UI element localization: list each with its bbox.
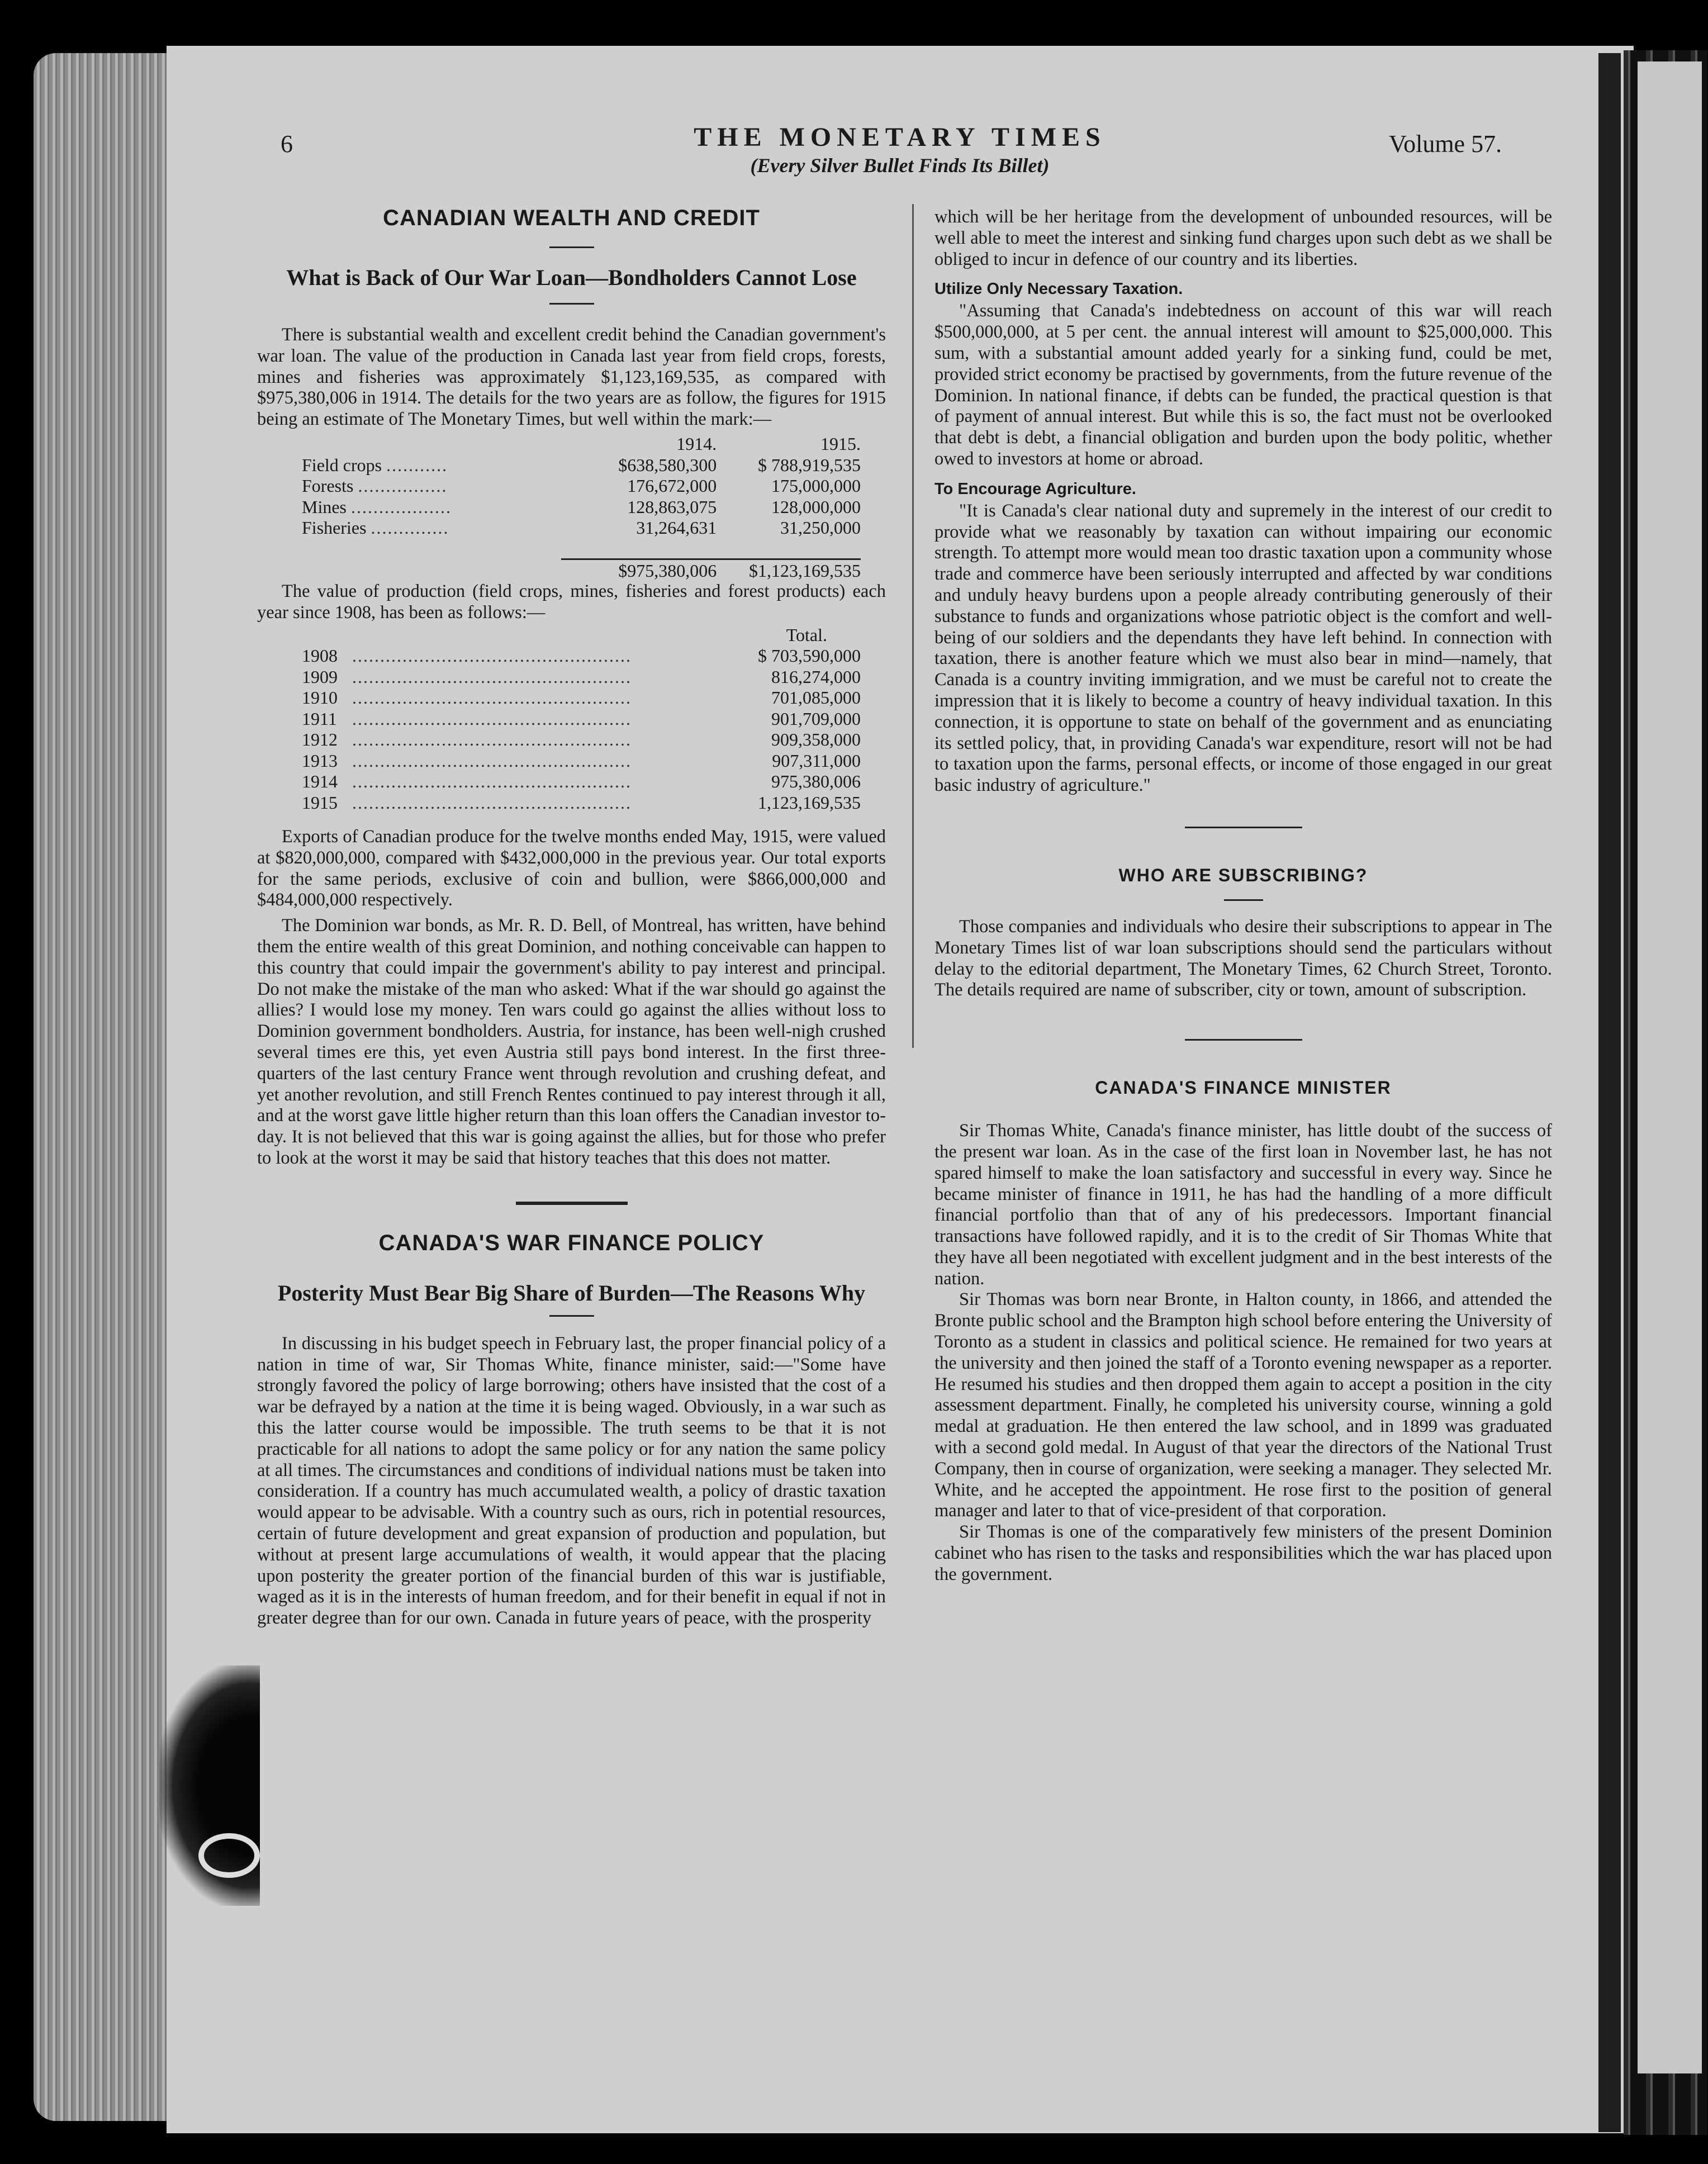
page-number: 6 bbox=[281, 130, 293, 158]
article2-para1-continued: which will be her heritage from the development of unbounded resources, will be well able to meet the interest and sinking fund charges upon such debt as we shall be obliged to incur in defence of our country and its liberties. bbox=[934, 207, 1552, 269]
article1-subtitle: What is Back of Our War Loan—Bondholders Cannot Lose bbox=[286, 265, 857, 290]
article2-title: CANADA'S WAR FINANCE POLICY bbox=[378, 1230, 765, 1255]
magazine-motto: (Every Silver Bullet Finds Its Billet) bbox=[750, 154, 1050, 177]
table-row: 1909 .................................................. 816,274,000 bbox=[302, 666, 861, 687]
section-divider bbox=[1185, 1039, 1302, 1041]
table-row: 1915 .................................................. 1,123,169,535 bbox=[302, 792, 861, 813]
right-column bbox=[934, 207, 1552, 1586]
production-by-year-table: Total. 1908 .................................................. $ 703,590,000 1909 .................................................. 816,274,000 1910 .................................................. 701,085,000 1911 .................................................. 901,709,000 1912 .................................................. 909,358,000 1913 .................................................. 907,311,000 1914 .................................................. 975,380,006 1915 .................................................. 1,123,169,535 bbox=[302, 624, 861, 813]
table-row: 1911 .................................................. 901,709,000 bbox=[302, 708, 861, 729]
article4-para2: Sir Thomas was born near Bronte, in Halton county, in 1866, and attended the Bronte public school and the Brampton high school before entering the University of Toronto as a student in classics and political science. He remained for two years at the university and then joined the staff of a Toronto evening newspaper as a reporter. He resumed his studies and then dropped them again to accept a position in the city assessment department. Finally, he completed his university course, winning a gold medal at graduation. He then entered the law school, and in 1899 was graduated with a second gold medal. In August of that year the directors of the National Trust Company, then in course of organization, were seeking a manager. They selected Mr. White, and he accepted the appointment. He rose first to the position of general manager and later to that of vice-president of that corporation. bbox=[934, 1289, 1552, 1521]
book-page-edges bbox=[34, 53, 168, 2121]
table-row: 1913 .................................................. 907,311,000 bbox=[302, 750, 861, 771]
rule bbox=[549, 1315, 594, 1317]
article1-intro: There is substantial wealth and excellent credit behind the Canadian government's war loan. The value of the production in Canada last year from field crops, forests, mines and fisheries was approximately $1,123,169,535, as compared with $975,380,006 in 1914. The details for the two years are as follow, the figures for 1915 being an estimate of The Monetary Times, but well within the mark:— bbox=[257, 325, 886, 430]
article3-para1: Those companies and individuals who desire their subscriptions to appear in The Monetary Times list of war loan subscriptions should send the particulars without delay to the editorial department, The Monetary Times, 62 Church Street, Toronto. The details required are name of subscriber, city or town, amount of subscription. bbox=[934, 916, 1552, 1000]
book-gutter bbox=[1598, 53, 1621, 2132]
next-page-sliver bbox=[1638, 61, 1702, 2073]
article3-title: WHO ARE SUBSCRIBING? bbox=[1118, 865, 1368, 885]
binding-clip-ring bbox=[198, 1833, 260, 1878]
col-1914-header: 1914. bbox=[676, 434, 717, 454]
rule bbox=[549, 303, 594, 305]
table-row: Field crops ........... $638,580,300 $ 788,919,535 bbox=[302, 454, 861, 475]
table-row: 1914 .................................................. 975,380,006 bbox=[302, 771, 861, 792]
article4-title: CANADA'S FINANCE MINISTER bbox=[1095, 1078, 1392, 1098]
col-1915-header: 1915. bbox=[820, 434, 861, 454]
article4-para1: Sir Thomas White, Canada's finance minister, has little doubt of the success of the present war loan. As in the case of the first loan in November last, he has not spared himself to make the loan satisfactory and successful in every way. Since he became minister of finance in 1911, he has had the handling of a more difficult financial portfolio than that of any of his predecessors. Important financial transactions have followed rapidly, and it is to the credit of Sir Thomas White that they have all been negotiated with excellent judgment and in the best interests of the nation. bbox=[934, 1121, 1552, 1289]
article1-title: CANADIAN WEALTH AND CREDIT bbox=[383, 206, 760, 230]
subhead-taxation: Utilize Only Necessary Taxation. bbox=[934, 280, 1183, 298]
article1-para3: Exports of Canadian produce for the twelve months ended May, 1915, were valued at $820,000,000, compared with $432,000,000 in the previous year. Our total exports for the same periods, exclusive of coin and bullion, were $866,000,000 and $484,000,000 respectively. bbox=[257, 827, 886, 910]
table-row: Fisheries .............. 31,264,631 31,250,000 bbox=[302, 518, 861, 538]
rule bbox=[549, 246, 594, 248]
table-row: 1910 .................................................. 701,085,000 bbox=[302, 687, 861, 708]
article2-para2: "Assuming that Canada's indebtedness on account of this war will reach $500,000,000, at 5 per cent. the annual interest will amount to $25,000,000. This sum, with a substantial amount added yearly for a sinking fund, could be met, provided strict economy be practised by governments, from the future revenue of the Dominion. In national finance, if debts can be funded, the practical question is that of payment of annual interest. But while this is so, the fact must not be overlooked that debt is debt, a financial obligation and burden upon the body politic, whether owed to investors at home or abroad. bbox=[934, 301, 1552, 469]
article2-para3: "It is Canada's clear national duty and supremely in the interest of our credit to provide what we reasonably by taxation can without impairing our economic strength. To attempt more would mean too drastic taxation upon a community whose trade and commerce have been seriously interrupted and affected by war conditions and unduly heavy burdens upon a people already contributing generously of their substance to funds and organizations whose patriotic object is the comfort and well-being of our soldiers and the dependants they have left behind. In connection with taxation, there is another feature which we must also bear in mind—namely, that Canada is a country inviting immigration, and we must be careful not to create the impression that it is likely to become a country of heavy individual taxation. In this connection, it is opportune to state on behalf of the government and as enunciating its settled policy, that, in providing Canada's war expenditure, resort will not be had to taxation upon the farms, personal effects, or income of those engaged in our great basic industry of agriculture." bbox=[934, 500, 1552, 796]
table-row: 1908 .................................................. $ 703,590,000 bbox=[302, 646, 861, 666]
section-divider bbox=[1185, 827, 1302, 828]
table-row: 1912 .................................................. 909,358,000 bbox=[302, 729, 861, 750]
article2-para1: In discussing in his budget speech in February last, the proper financial policy of a nation in time of war, Sir Thomas White, finance minister, said:—"Some have strongly favored the policy of large borrowing; others have insisted that the cost of a war be defrayed by a nation at the time it is being waged. Obviously, in a war such as this the latter course would be impossible. The truth seems to be that it is not practicable for all nations to adopt the same policy or for any nation the same policy at all times. The circumstances and conditions of individual nations must be taken into consideration. If a country has much accumulated wealth, a policy of drastic taxation would appear to be advisable. With a country such as ours, rich in potential resources, certain of future development and great expansion of production and population, but without at present large accumulations of wealth, it would appear that the placing upon posterity the greater portion of the financial burden of this war is justifiable, waged as it is in the interests of human freedom, and for their benefit in equal if not in greater degree than for our own. Canada in future years of peace, with the prosperity bbox=[257, 1333, 886, 1629]
rule bbox=[1224, 899, 1263, 901]
column-rule bbox=[912, 204, 914, 1048]
left-column bbox=[257, 206, 886, 1629]
subhead-agriculture: To Encourage Agriculture. bbox=[934, 480, 1136, 498]
article4-para3: Sir Thomas is one of the comparatively few ministers of the present Dominion cabinet who has risen to the tasks and responsibilities which the war has placed upon the government. bbox=[934, 1522, 1552, 1584]
article1-para4: The Dominion war bonds, as Mr. R. D. Bell, of Montreal, has written, have behind them the entire wealth of this great Dominion, and nothing conceivable can happen to this country that could impair the government's ability to pay interest and principal. Do not make the mistake of the man who asked: What if the war should go against the allies? I would lose my money. Ten wars could go against the allies without loss to Dominion government bondholders. Austria, for instance, has been well-nigh crushed several times ere this, yet even Austria still pays bond interest. In the first three-quarters of the last century France went through revolution and crushing defeat, and yet another revolution, and still French Rentes continued to pay interest through it all, and at the worst gave little higher return than this loan offers the Canadian investor to-day. It is not believed that this war is going against the allies, but for those who prefer to look at the worst it may be said that history teaches that this does not matter. bbox=[257, 915, 886, 1169]
production-table-1914-1915 bbox=[302, 434, 861, 581]
article1-para2: The value of production (field crops, mines, fisheries and forest products) each year since 1908, has been as follows:— bbox=[257, 581, 886, 623]
table-row: Forests ................ 176,672,000 175,000,000 bbox=[302, 476, 861, 496]
table-row: Mines .................. 128,863,075 128,000,000 bbox=[302, 496, 861, 517]
section-divider bbox=[516, 1202, 628, 1205]
article2-subtitle: Posterity Must Bear Big Share of Burden—The Reasons Why bbox=[277, 1280, 866, 1306]
table-total-row: $975,380,006 $1,123,169,535 bbox=[618, 560, 861, 581]
volume-label: Volume 57. bbox=[1389, 130, 1502, 158]
magazine-title: THE MONETARY TIMES bbox=[694, 122, 1106, 152]
